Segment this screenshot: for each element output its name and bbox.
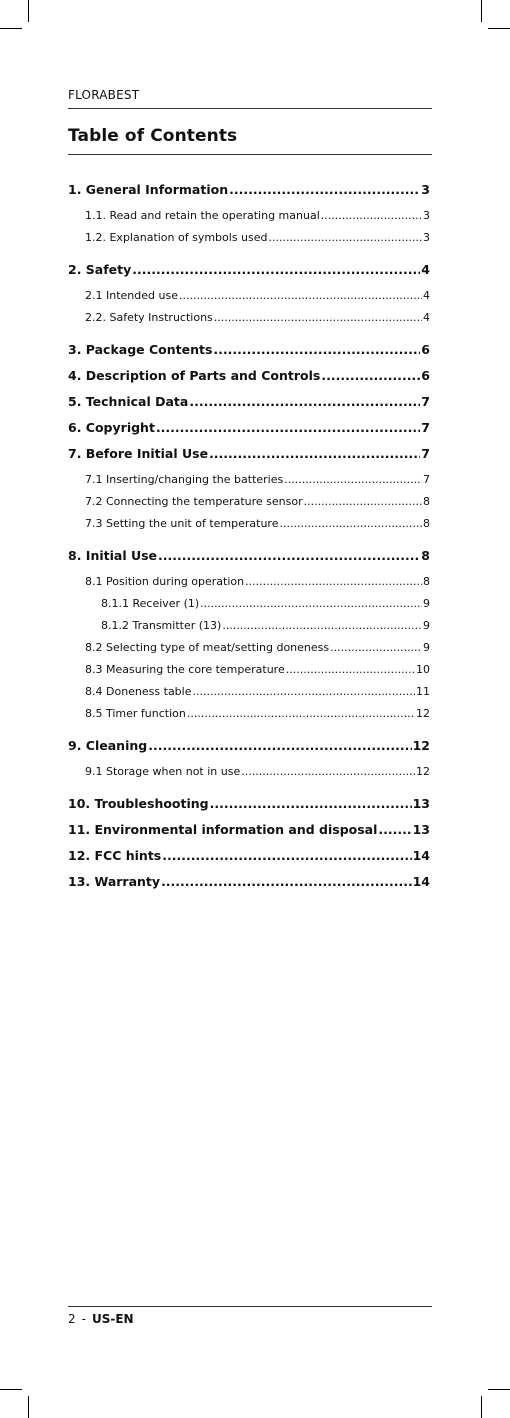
toc-dot-leader [214, 307, 422, 329]
toc-section[interactable] [68, 819, 430, 841]
toc-dot-leader [189, 391, 420, 413]
toc-section[interactable] [68, 365, 430, 387]
toc-dot-leader [286, 659, 415, 681]
crop-mark [28, 1396, 29, 1418]
toc-entry-page: 8 [421, 548, 430, 563]
toc-dot-leader [330, 637, 422, 659]
crop-mark [488, 28, 510, 29]
toc-dot-leader [156, 417, 420, 439]
toc-dot-leader [213, 339, 420, 361]
toc-entry-title: 8.1.1 Receiver (1) [101, 597, 200, 610]
toc-section[interactable] [68, 845, 430, 867]
toc-subsection[interactable] [68, 513, 430, 535]
toc-section[interactable] [68, 735, 430, 757]
toc-subsection[interactable] [68, 637, 430, 659]
page-footer [68, 1312, 134, 1326]
toc-dot-leader [193, 681, 416, 703]
toc-entry-title: 1. General Information [68, 182, 229, 197]
toc-subsection[interactable] [68, 593, 430, 615]
header-rule [68, 108, 432, 109]
toc-entry-page: 14 [412, 874, 430, 889]
page-title: Table of Contents [68, 126, 238, 146]
toc-entry-page: 7 [423, 473, 430, 486]
toc-entry-page: 8 [423, 517, 430, 530]
crop-mark [0, 28, 22, 29]
toc-section[interactable] [68, 793, 430, 815]
toc-entry-page: 11 [416, 685, 430, 698]
toc-entry-title: 7.1 Inserting/changing the batteries [85, 473, 284, 486]
toc-entry-title: 8.3 Measuring the core temperature [85, 663, 285, 676]
toc-subsection[interactable] [68, 761, 430, 783]
crop-mark [28, 0, 29, 22]
toc-section[interactable] [68, 545, 430, 567]
toc-subsection[interactable] [68, 205, 430, 227]
toc-section[interactable] [68, 417, 430, 439]
toc-entry-title: 4. Description of Parts and Controls [68, 368, 321, 383]
toc-entry-page: 3 [421, 182, 430, 197]
toc-dot-leader [158, 545, 420, 567]
toc-entry-title: 5. Technical Data [68, 394, 189, 409]
toc-dot-leader [284, 469, 422, 491]
toc-entry-page: 4 [423, 289, 430, 302]
toc-dot-leader [162, 845, 411, 867]
toc-entry-page: 8 [423, 575, 430, 588]
toc-entry-page: 13 [412, 796, 430, 811]
toc-entry-page: 4 [423, 311, 430, 324]
toc-subsection[interactable] [68, 703, 430, 725]
toc-section[interactable] [68, 443, 430, 465]
crop-mark [481, 1396, 482, 1418]
toc-entry-title: 12. FCC hints [68, 848, 162, 863]
toc-entry-title: 8.2 Selecting type of meat/setting doneness [85, 641, 330, 654]
toc-entry-title: 2.2. Safety Instructions [85, 311, 213, 324]
toc-entry-title: 1.1. Read and retain the operating manual [85, 209, 320, 222]
toc-dot-leader [269, 227, 422, 249]
toc-subsection[interactable] [68, 285, 430, 307]
toc-entry-page: 7 [421, 420, 430, 435]
crop-mark [0, 1389, 22, 1390]
toc-section[interactable] [68, 871, 430, 893]
toc-entry-page: 9 [423, 597, 430, 610]
toc-entry-title: 13. Warranty [68, 874, 161, 889]
toc-section[interactable] [68, 391, 430, 413]
toc-dot-leader [200, 593, 422, 615]
toc-dot-leader [229, 179, 420, 201]
table-of-contents [68, 175, 430, 893]
toc-entry-page: 7 [421, 394, 430, 409]
toc-dot-leader [321, 365, 420, 387]
toc-entry-page: 9 [423, 619, 430, 632]
toc-entry-title: 9.1 Storage when not in use [85, 765, 241, 778]
page-number: 2 [68, 1312, 76, 1326]
toc-section[interactable] [68, 339, 430, 361]
toc-entry-page: 10 [416, 663, 430, 676]
toc-entry-title: 3. Package Contents [68, 342, 213, 357]
toc-entry-title: 8.5 Timer function [85, 707, 186, 720]
toc-subsection[interactable] [68, 615, 430, 637]
toc-entry-page: 3 [423, 209, 430, 222]
toc-entry-title: 2. Safety [68, 262, 132, 277]
toc-entry-title: 9. Cleaning [68, 738, 148, 753]
toc-dot-leader [378, 819, 411, 841]
toc-entry-title: 8.4 Doneness table [85, 685, 192, 698]
toc-dot-leader [222, 615, 422, 637]
toc-entry-page: 12 [416, 707, 430, 720]
toc-dot-leader [241, 761, 415, 783]
toc-dot-leader [132, 259, 420, 281]
toc-entry-title: 7. Before Initial Use [68, 446, 209, 461]
toc-entry-page: 12 [416, 765, 430, 778]
toc-entry-page: 14 [412, 848, 430, 863]
toc-subsection[interactable] [68, 571, 430, 593]
toc-dot-leader [209, 443, 420, 465]
crop-mark [488, 1389, 510, 1390]
language-code: US-EN [91, 1312, 134, 1326]
toc-entry-title: 10. Troubleshooting [68, 796, 209, 811]
toc-entry-page: 7 [421, 446, 430, 461]
brand-name: FLORABEST [68, 88, 140, 102]
toc-subsection[interactable] [68, 659, 430, 681]
title-rule [68, 154, 432, 155]
toc-entry-title: 6. Copyright [68, 420, 155, 435]
toc-dot-leader [187, 703, 415, 725]
toc-subsection[interactable] [68, 491, 430, 513]
toc-dot-leader [148, 735, 411, 757]
toc-dot-leader [245, 571, 422, 593]
toc-subsection[interactable] [68, 469, 430, 491]
toc-dot-leader [210, 793, 412, 815]
toc-entry-title: 8.1 Position during operation [85, 575, 245, 588]
toc-subsection[interactable] [68, 681, 430, 703]
toc-entry-title: 11. Environmental information and disposal [68, 822, 378, 837]
toc-section[interactable] [68, 179, 430, 201]
crop-mark [481, 0, 482, 22]
toc-entry-title: 8.1.2 Transmitter (13) [101, 619, 222, 632]
toc-entry-page: 8 [423, 495, 430, 508]
toc-entry-page: 4 [421, 262, 430, 277]
toc-dot-leader [321, 205, 422, 227]
toc-entry-page: 9 [423, 641, 430, 654]
toc-subsection[interactable] [68, 227, 430, 249]
footer-separator: - [81, 1312, 86, 1326]
footer-rule [68, 1306, 432, 1307]
toc-section[interactable] [68, 259, 430, 281]
toc-entry-page: 12 [412, 738, 430, 753]
toc-entry-title: 2.1 Intended use [85, 289, 178, 302]
toc-dot-leader [179, 285, 422, 307]
toc-entry-title: 7.2 Connecting the temperature sensor [85, 495, 303, 508]
toc-subsection[interactable] [68, 307, 430, 329]
toc-entry-title: 7.3 Setting the unit of temperature [85, 517, 279, 530]
toc-entry-page: 6 [421, 342, 430, 357]
toc-entry-title: 1.2. Explanation of symbols used [85, 231, 268, 244]
toc-entry-page: 6 [421, 368, 430, 383]
toc-entry-title: 8. Initial Use [68, 548, 158, 563]
toc-dot-leader [161, 871, 412, 893]
toc-dot-leader [279, 513, 422, 535]
toc-entry-page: 3 [423, 231, 430, 244]
toc-dot-leader [304, 491, 422, 513]
toc-entry-page: 13 [412, 822, 430, 837]
